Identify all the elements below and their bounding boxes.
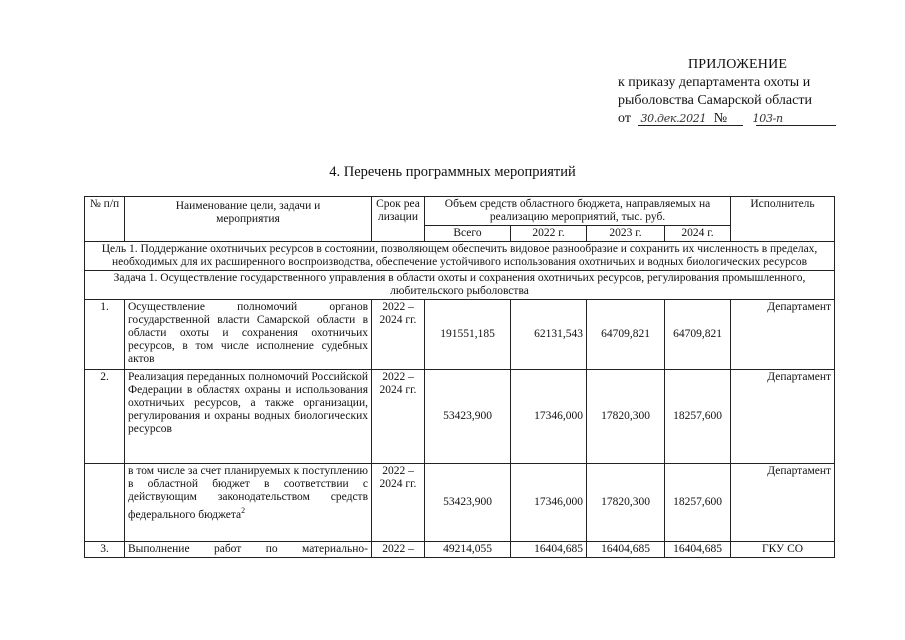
- row-2022: 16404,685: [511, 542, 587, 558]
- header-volume: Объем средств областного бюджета, направляемых на реализацию мероприятий, тыс. руб.: [425, 197, 731, 226]
- row-2022: 17346,000: [511, 464, 587, 542]
- row-num: 2.: [85, 370, 125, 464]
- row-total: 49214,055: [425, 542, 511, 558]
- row-term: 2022 – 2024 гг.: [372, 370, 425, 464]
- table-row: [85, 300, 835, 370]
- appendix-line-1: к приказу департамента охоты и: [618, 75, 811, 90]
- row-total: 191551,185: [425, 300, 511, 370]
- row-num: 1.: [85, 300, 125, 370]
- header-2023: 2023 г.: [587, 226, 665, 242]
- row-name: Осуществление полномочий органов государственной власти Самарской области в области охоты и сохранения охотничьих ресурсов, в том числе исполнение судебных актов: [125, 300, 372, 370]
- order-number-label: №: [713, 111, 728, 126]
- row-executor: Департамент: [731, 370, 835, 464]
- task-row: [85, 271, 835, 300]
- header-name: Наименование цели, задачи и мероприятия: [125, 197, 372, 242]
- row-total: 53423,900: [425, 464, 511, 542]
- row-executor: Департамент: [731, 464, 835, 542]
- row-name: [125, 464, 372, 542]
- section-title: 4. Перечень программных мероприятий: [329, 164, 576, 180]
- handwritten-date: 30.дек.2021: [640, 112, 707, 125]
- header-num: № п/п: [85, 197, 125, 242]
- header-row-1: [85, 197, 835, 226]
- row-total: 53423,900: [425, 370, 511, 464]
- row-2023: 17820,300: [587, 370, 665, 464]
- row-term: 2022 – 2024 гг.: [372, 300, 425, 370]
- goal-row: [85, 242, 835, 271]
- row-name: Реализация переданных полномочий Российской Федерации в областях охраны и использования охотничьих ресурсов, а также организации, регулирования и охраны водных биологических ресурсов: [125, 370, 372, 464]
- row-term: 2022 – 2024 гг.: [372, 464, 425, 542]
- header-executor: Исполнитель: [731, 197, 835, 242]
- table-row: [85, 370, 835, 464]
- row-2023: 64709,821: [587, 300, 665, 370]
- date-underline: [638, 125, 743, 126]
- header-2024: 2024 г.: [665, 226, 731, 242]
- row-term: 2022 –: [372, 542, 425, 558]
- header-term: Срок реализации: [372, 197, 425, 242]
- row-executor: Департамент: [731, 300, 835, 370]
- row-num: [85, 464, 125, 542]
- row-2024: 18257,600: [665, 464, 731, 542]
- row-name-text: в том числе за счет планируемых к поступлению в областной бюджет в соответствии с действующим законодательством средств федерального бюджета: [128, 465, 368, 521]
- row-2022: 17346,000: [511, 370, 587, 464]
- order-date-number-line: [618, 110, 868, 128]
- appendix-line-2: рыболовства Самарской области: [618, 93, 812, 108]
- row-2023: 17820,300: [587, 464, 665, 542]
- row-num: 3.: [85, 542, 125, 558]
- row-2024: 64709,821: [665, 300, 731, 370]
- row-2024: 18257,600: [665, 370, 731, 464]
- row-executor: ГКУ СО: [731, 542, 835, 558]
- table-row: [85, 464, 835, 542]
- header-2022: 2022 г.: [511, 226, 587, 242]
- header-total: Всего: [425, 226, 511, 242]
- row-2023: 16404,685: [587, 542, 665, 558]
- order-date-prefix: от: [618, 111, 631, 126]
- goal-text: Цель 1. Поддержание охотничьих ресурсов в состоянии, позволяющем обеспечить видовое разнообразие и сохранить их численность в пределах, необходимых для их расширенного воспроизводства, обеспечение устойчивого использования охотничьих и водных биологических ресурсов: [85, 242, 835, 271]
- appendix-title: ПРИЛОЖЕНИЕ: [688, 57, 788, 72]
- appendix-header: [618, 56, 868, 128]
- row-2024: 16404,685: [665, 542, 731, 558]
- row-2022: 62131,543: [511, 300, 587, 370]
- footnote-mark: 2: [241, 506, 246, 515]
- handwritten-number: 103-п: [752, 112, 783, 125]
- row-name: Выполнение работ по материально-: [125, 542, 372, 558]
- table-row: [85, 542, 835, 558]
- number-underline: [756, 125, 836, 126]
- task-text: Задача 1. Осуществление государственного управления в области охоты и сохранения охотничьих ресурсов, регулирования промышленного, любительского рыболовства: [85, 271, 835, 300]
- program-activities-table: [84, 196, 835, 558]
